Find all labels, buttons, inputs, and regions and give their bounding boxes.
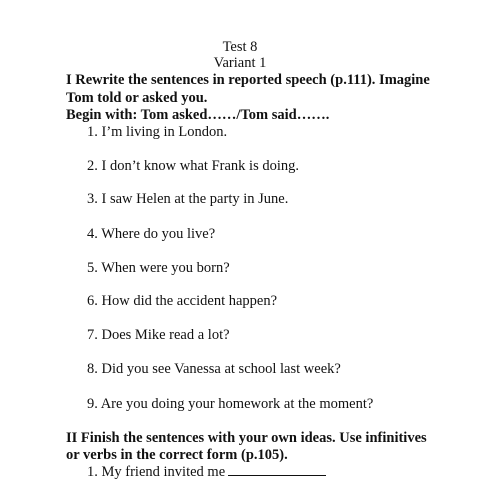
sentence-item: 2. I don’t know what Frank is doing.: [87, 158, 299, 174]
sentence-item: 3. I saw Helen at the party in June.: [87, 191, 289, 207]
section1-heading-line1: I Rewrite the sentences in reported speech (p.111). Imagine: [66, 72, 430, 88]
section2-heading-line1: II Finish the sentences with your own ideas. Use infinitives: [66, 430, 427, 446]
answer-blank-line[interactable]: [228, 463, 326, 476]
sentence-item: 6. How did the accident happen?: [87, 293, 278, 309]
variant-label: Variant 1: [213, 55, 267, 71]
completion-item: [87, 463, 326, 481]
test-title: Test 8: [222, 39, 258, 55]
section1-heading-line3: Begin with: Tom asked……/Tom said…….: [66, 107, 330, 123]
section1-heading-line2: Tom told or asked you.: [66, 90, 208, 106]
sentence-item: 9. Are you doing your homework at the moment?: [87, 396, 374, 412]
sentence-item: 4. Where do you live?: [87, 226, 216, 242]
sentence-item: 7. Does Mike read a lot?: [87, 327, 230, 343]
sentence-item: 8. Did you see Vanessa at school last week?: [87, 361, 341, 377]
completion-item-text: 1. My friend invited me: [87, 464, 226, 480]
sentence-item: 5. When were you born?: [87, 260, 230, 276]
sentence-item: 1. I’m living in London.: [87, 124, 228, 140]
section2-heading-line2: or verbs in the correct form (p.105).: [66, 447, 288, 463]
